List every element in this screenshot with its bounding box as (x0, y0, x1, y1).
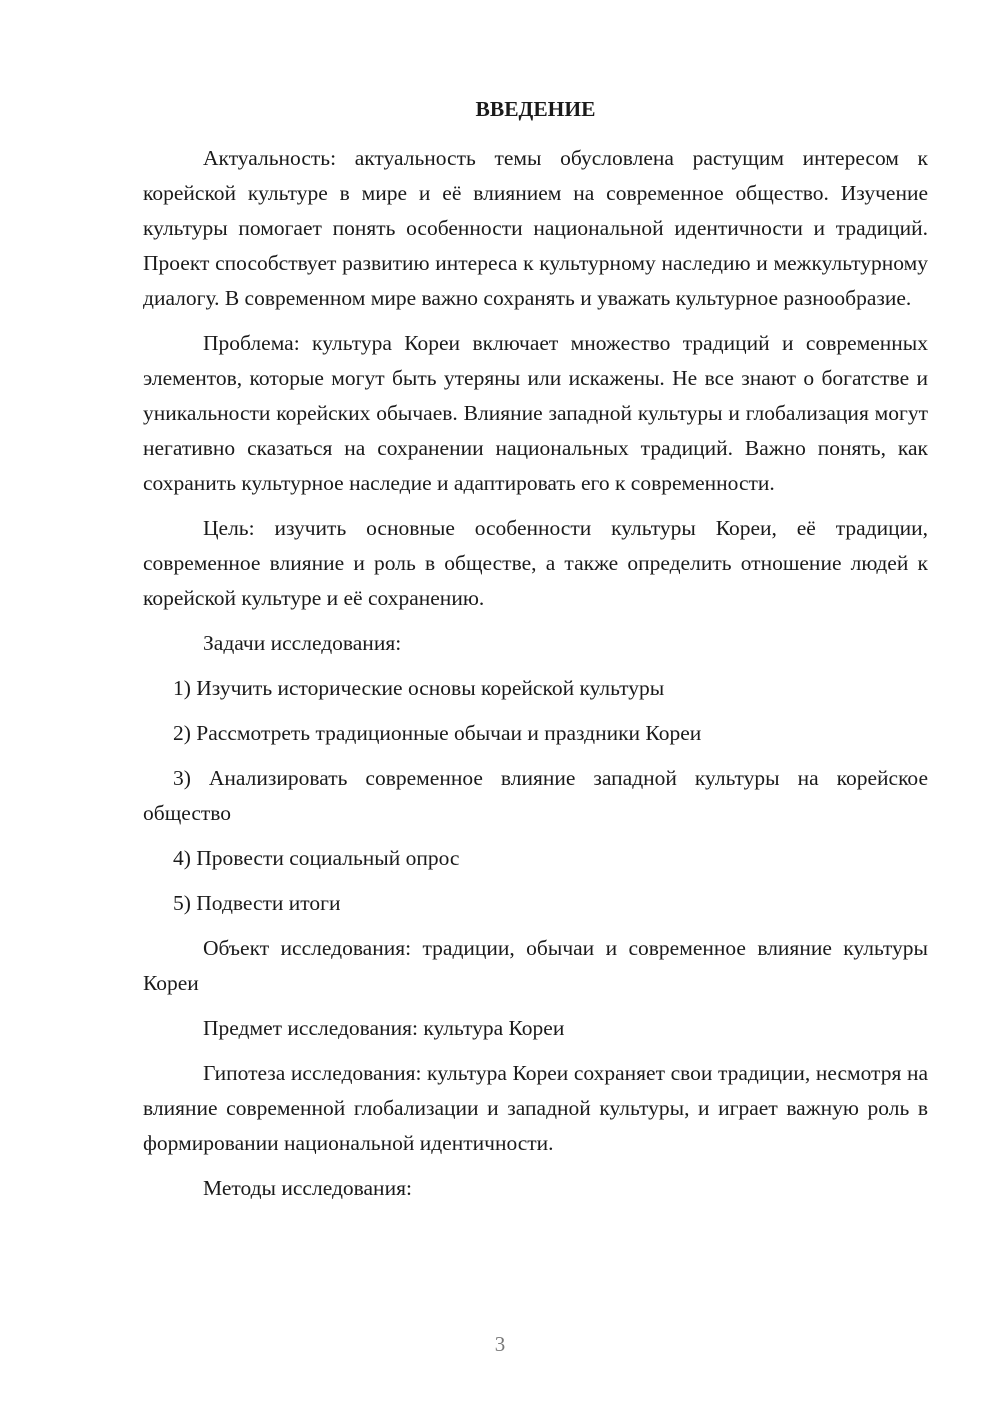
page-number: 3 (494, 1332, 506, 1356)
task-item-2: 2) Рассмотреть традиционные обычаи и праздники Кореи (173, 721, 702, 745)
task-item-3: 3) Анализировать современное влияние западной культуры на корейское общество (143, 766, 928, 825)
paragraph-problem: Проблема: культура Кореи включает множество традиций и современных элементов, которые могут быть утеряны или искажены. Не все знают о богатстве и уникальности корейских обычаев. Влияние западной культуры и глобализация могут негативно сказаться на сохранении национальных традиций. Важно понять, как сохранить культурное наследие и адаптировать его к современности. (143, 331, 928, 495)
paragraph-goal: Цель: изучить основные особенности культуры Кореи, её традиции, современное влияние и роль в обществе, а также определить отношение людей к корейской культуре и её сохранению. (143, 516, 928, 610)
task-item-5: 5) Подвести итоги (173, 891, 341, 915)
paragraph-tasks-title: Задачи исследования: (203, 631, 402, 655)
task-item-1: 1) Изучить исторические основы корейской культуры (173, 676, 665, 700)
paragraph-subject: Предмет исследования: культура Кореи (203, 1016, 565, 1040)
document-page (143, 92, 928, 1216)
task-item-4: 4) Провести социальный опрос (173, 846, 460, 870)
paragraph-hypothesis: Гипотеза исследования: культура Кореи сохраняет свои традиции, несмотря на влияние современной глобализации и западной культуры, и играет важную роль в формировании национальной идентичности. (143, 1061, 928, 1155)
paragraph-relevance: Актуальность: актуальность темы обусловлена растущим интересом к корейской культуре в мире и её влиянием на современное общество. Изучение культуры помогает понять особенности национальной идентичности и традиций. Проект способствует развитию интереса к культурному наследию и межкультурному диалогу. В современном мире важно сохранять и уважать культурное разнообразие. (143, 146, 928, 310)
paragraph-methods-title: Методы исследования: (203, 1176, 412, 1200)
paragraph-object: Объект исследования: традиции, обычаи и современное влияние культуры Кореи (143, 936, 928, 995)
section-heading: ВВЕДЕНИЕ (475, 97, 596, 121)
